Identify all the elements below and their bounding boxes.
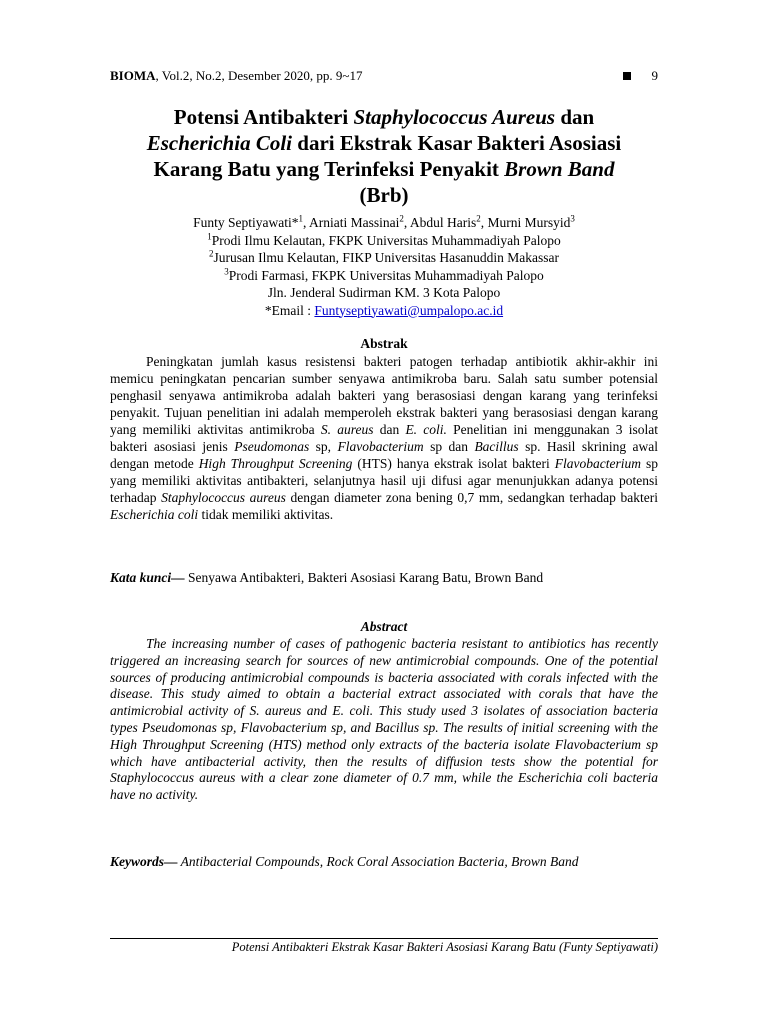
keywords-label: Keywords— <box>110 854 178 869</box>
affiliation-marker: 1 <box>298 213 303 224</box>
affiliation-text: Jurusan Ilmu Kelautan, FIKP Universitas Hasanuddin Makassar <box>213 250 560 265</box>
author-block <box>110 214 658 319</box>
abstrak-heading: Abstrak <box>360 336 408 351</box>
running-footer: Potensi Antibakteri Ekstrak Kasar Bakteri Asosiasi Karang Batu (Funty Septiyawati) <box>231 940 658 954</box>
author-name: , Arniati Massinai <box>302 215 400 230</box>
keywords-text: Antibacterial Compounds, Rock Coral Association Bacteria, Brown Band <box>177 854 579 869</box>
abstrak-body <box>110 353 658 523</box>
kata-kunci-label: Kata kunci— <box>110 570 185 585</box>
affiliation-2 <box>110 249 658 267</box>
kata-kunci <box>110 570 658 586</box>
affiliation-text: Prodi Ilmu Kelautan, FKPK Universitas Muhammadiyah Palopo <box>211 232 561 248</box>
title-part: Potensi Antibakteri <box>173 105 354 129</box>
affiliation-marker: 2 <box>476 213 481 224</box>
affiliation-marker: 3 <box>224 266 229 276</box>
journal-volume: , Vol.2, No.2, Desember 2020, pp. 9~17 <box>155 68 363 83</box>
affiliation-1 <box>110 232 658 250</box>
title-part-italic: Escherichia Coli <box>146 131 293 155</box>
email-line <box>110 302 658 320</box>
running-header <box>110 68 658 86</box>
affiliation-marker: 2 <box>399 213 404 224</box>
affiliation-marker: 1 <box>207 231 212 241</box>
author-list <box>110 214 658 232</box>
title-part: dari Ekstrak Kasar Bakteri Asosiasi <box>292 131 622 155</box>
journal-name: BIOMA <box>110 68 156 83</box>
abstract-paragraph: The increasing number of cases of pathogenic bacteria resistant to antibiotics has recently triggered an increasing search for sources of new antimicrobial compounds. One of the potential sources of producing antimicrobial compounds is bacteria associated with corals infected with the disease. This study aimed to obtain a bacterial extract associated with corals that have the antimicrobial activity of S. aureus and E. coli. This study used 3 isolates of association bacteria types Pseudomonas sp, Flavobacterium sp, and Bacillus sp. The results of initial screening with the High Throughput Screening (HTS) method only extracts of the bacteria isolate Flavobacterium sp which have antibacterial activity, then the results of diffusion tests show the potential for Staphylococcus aureus with a clear zone diameter of 0.7 mm, while the Escherichia coli bacteria have no activity. <box>110 636 658 803</box>
affiliation-text: Prodi Farmasi, FKPK Universitas Muhammadiyah Palopo <box>228 267 544 283</box>
email-link[interactable]: Funtyseptiyawati@umpalopo.ac.id <box>314 302 504 318</box>
abstract-heading: Abstract <box>360 619 408 634</box>
abstrak-paragraph: Peningkatan jumlah kasus resistensi bakteri patogen terhadap antibiotik akhir-akhir ini memicu peningkatan pencarian sumber senyawa antimikroba baru. Salah satu sumber potensial penghasil senyawa antimikroba adalah bakteri yang berasosiasi dengan karang yang terinfeksi penyakit. Tujuan penelitian ini adalah memperoleh ekstrak bakteri yang berasosiasi dengan karang yang memiliki aktivitas antimikroba S. aureus dan E. coli. Penelitian ini menggunakan 3 isolat bakteri asosiasi jenis Pseudomonas sp, Flavobacterium sp dan Bacillus sp. Hasil skrining awal dengan metode High Throughput Screening (HTS) hanya ekstrak isolat bakteri Flavobacterium sp yang memiliki aktivitas antibakteri, selanjutnya hasil uji difusi agar menunjukkan adanya potensi terhadap Staphylococcus aureus dengan diameter zona bening 0,7 mm, sedangkan terhadap bakteri Escherichia coli tidak memiliki aktivitas. <box>110 354 658 522</box>
author-name: , Murni Mursyid <box>480 215 571 230</box>
square-bullet-icon <box>623 72 631 80</box>
title-part-italic: Brown Band <box>504 157 615 181</box>
affiliation-marker: 2 <box>208 248 214 259</box>
kata-kunci-text: Senyawa Antibakteri, Bakteri Asosiasi Karang Batu, Brown Band <box>184 570 544 585</box>
title-part: (Brb) <box>359 183 409 207</box>
affiliation-marker: 3 <box>570 213 575 224</box>
address: Jln. Jenderal Sudirman KM. 3 Kota Palopo <box>267 285 501 300</box>
abstract-body <box>110 636 658 804</box>
title-part: dan <box>555 105 595 129</box>
footer-divider <box>110 938 658 939</box>
title-part-italic: Staphylococcus Aureus <box>353 105 556 129</box>
title-part: Karang Batu yang Terinfeksi Penyakit <box>153 157 505 181</box>
affiliation-3 <box>110 267 658 285</box>
journal-citation <box>110 68 362 84</box>
author-name: Funty Septiyawati* <box>193 215 299 230</box>
paper-title <box>110 104 658 208</box>
page-number: 9 <box>651 68 658 83</box>
author-name: , Abdul Haris <box>403 215 477 230</box>
keywords <box>110 854 658 870</box>
email-label: *Email : <box>264 302 315 318</box>
